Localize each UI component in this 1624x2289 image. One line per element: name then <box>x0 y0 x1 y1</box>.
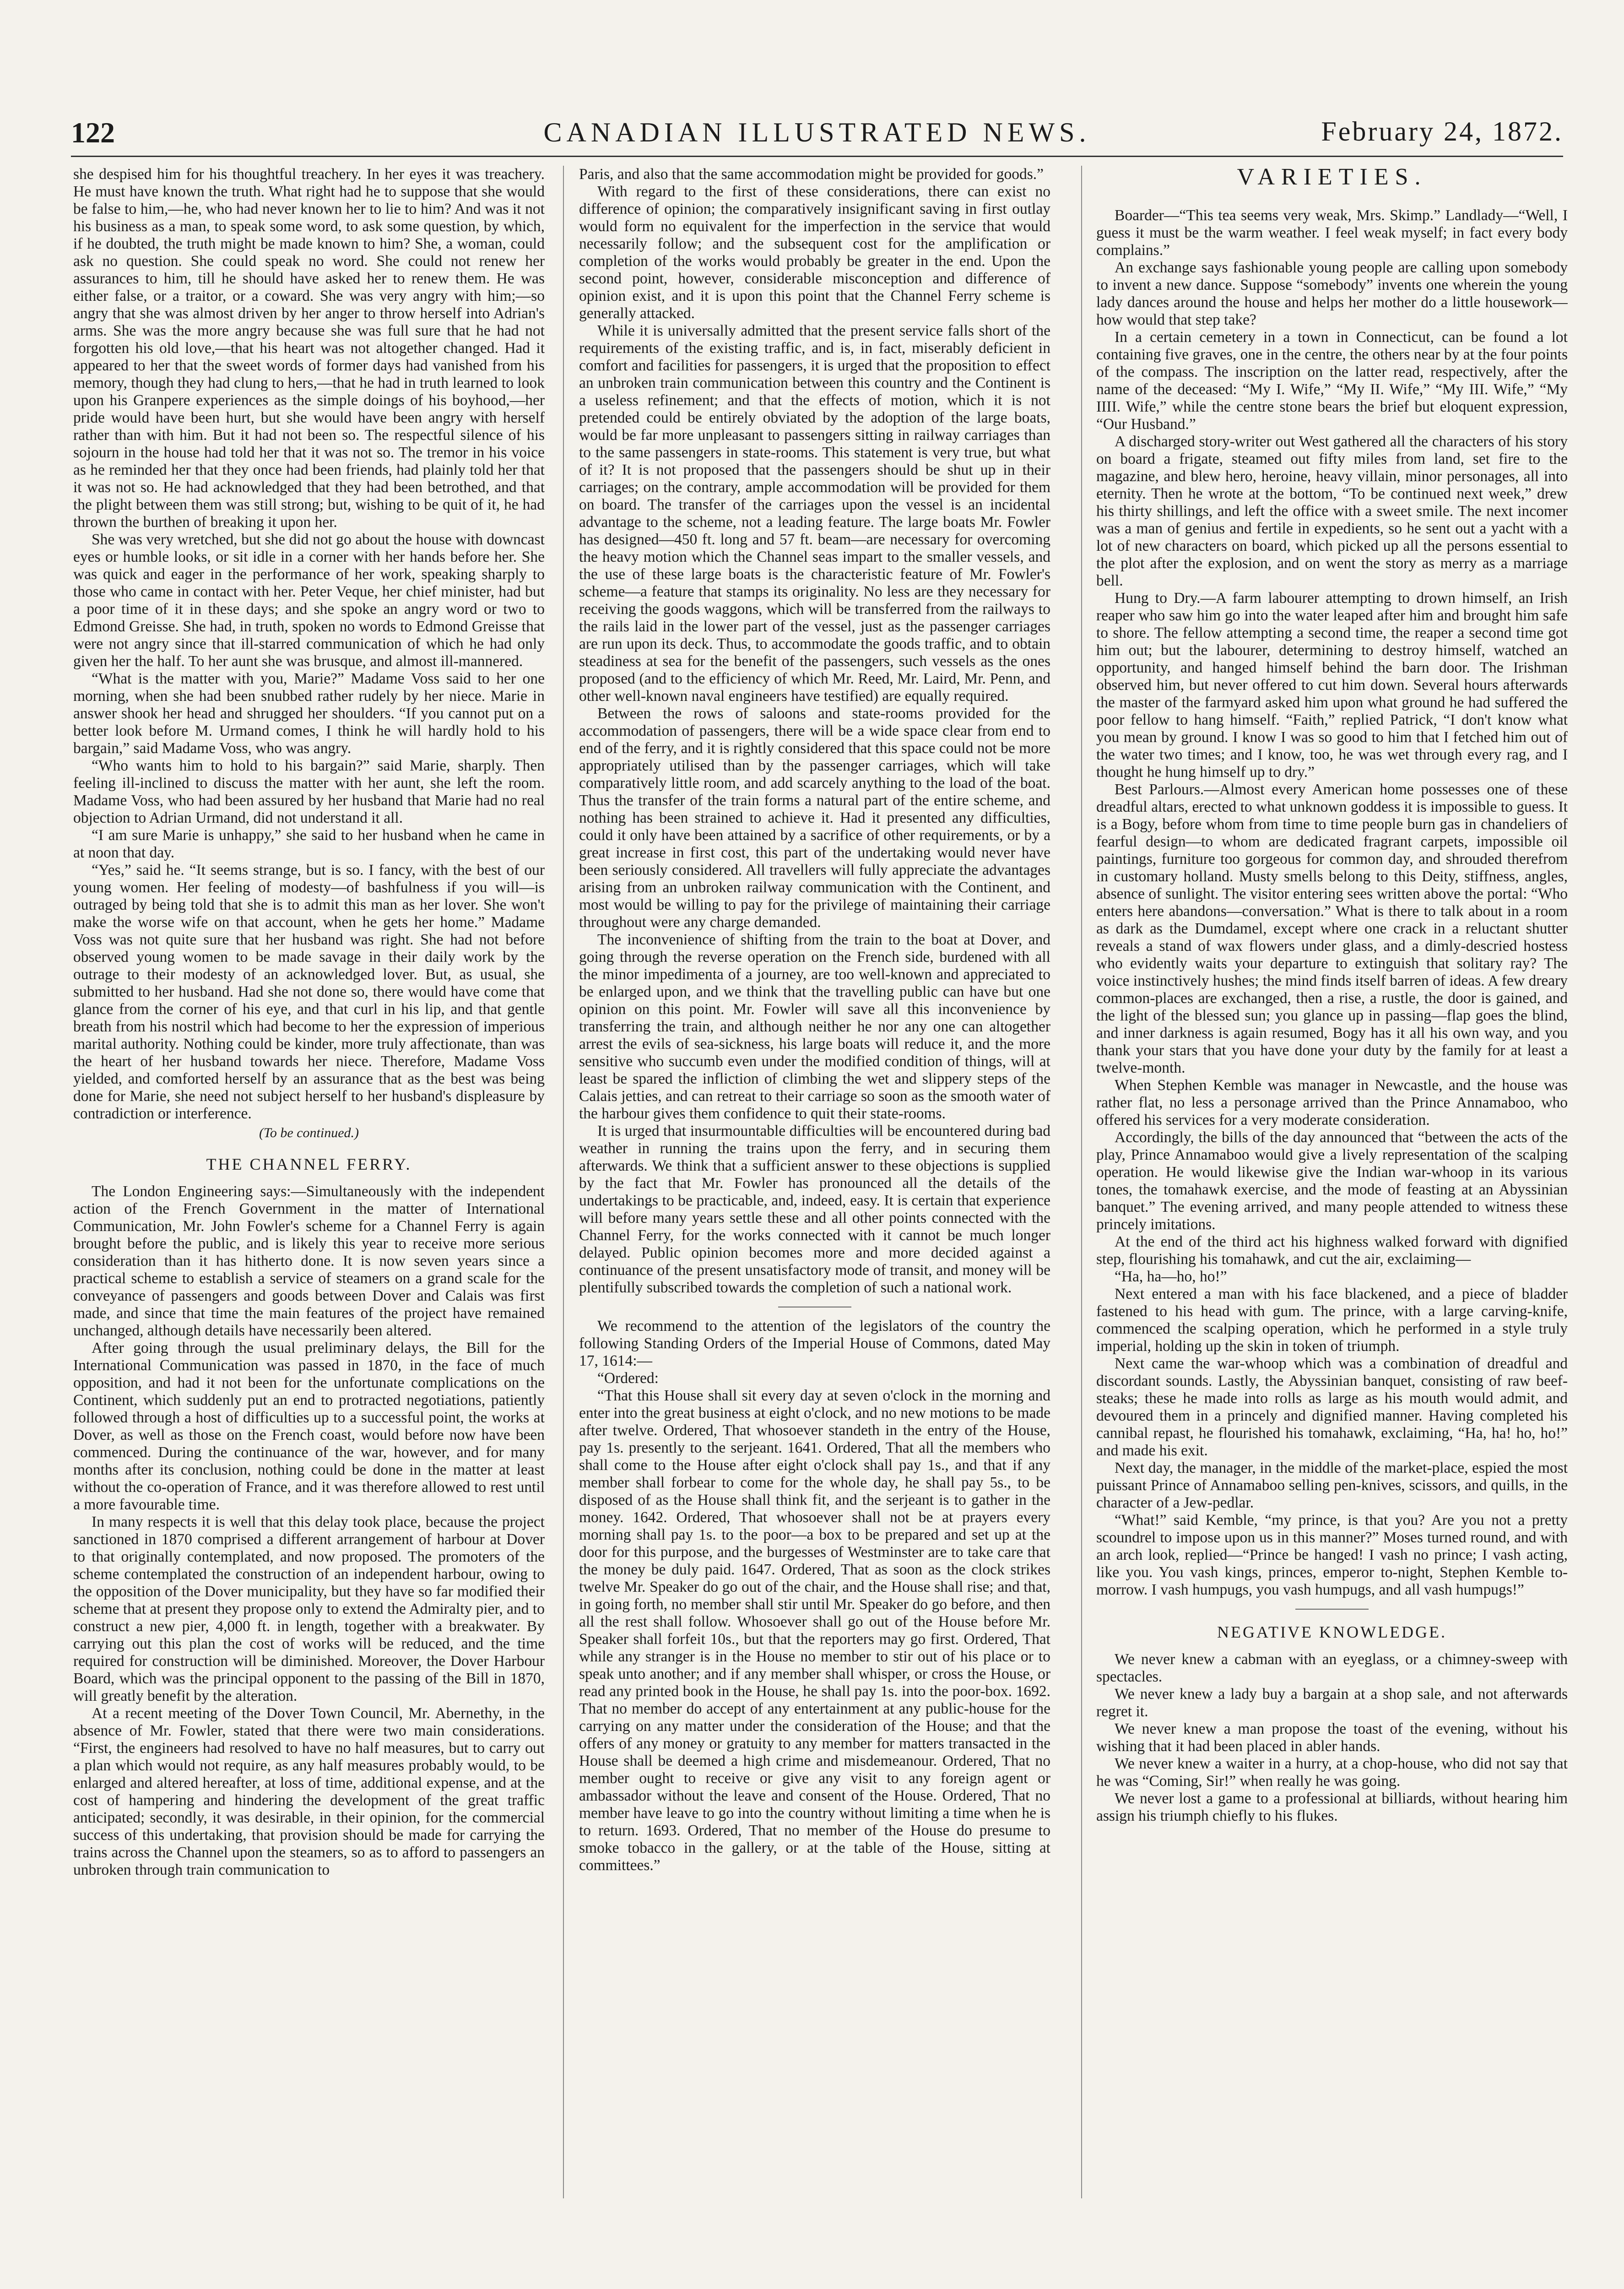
paragraph: We never knew a lady buy a bargain at a shop sale, and not afterwards regret it. <box>1096 1686 1568 1720</box>
paragraph: In a certain cemetery in a town in Connecticut, can be found a lot containing five graves, one in the centre, the others near by at the four points of the compass. The inscription on the latter read, respectively, after the name of the deceased: “My I. Wife,” “My II. Wife,” “My III. Wife,” “My IIII. Wife,” while the centre stone bears the brief but eloquent expression, “Our Husband.” <box>1096 329 1568 433</box>
paragraph: It is urged that insurmountable difficulties will be encountered during bad weather in running the trains upon the ferry, and in securing them afterwards. We think that a sufficient answer to these objections is supplied by the fact that Mr. Fowler has pronounced all the details of the undertakings to be practicable, and, indeed, easy. It is certain that experience will before many years settle these and all other points connected with the Channel Ferry, for the works connected with it cannot be much longer delayed. Public opinion becomes more and more decided against a continuance of the present unsatisfactory mode of transit, and money will be plentifully subscribed towards the completion of such a national work. <box>579 1123 1050 1296</box>
paragraph: We recommend to the attention of the legislators of the country the following Standing Orders of the Imperial House of Commons, dated May 17, 1614:— <box>579 1318 1050 1369</box>
paragraph: We never knew a man propose the toast of the evening, without his wishing that it had been placed in abler hands. <box>1096 1720 1568 1755</box>
paragraph: “That this House shall sit every day at seven o'clock in the morning and enter into the great business at eight o'clock, and no new motions to be made after twelve. Ordered, That whosoever standeth in the entry of the House, pay 1s. presently to the serjeant. 1641. Ordered, That all the members who shall come to the House after eight o'clock shall pay 1s., and that if any member shall forbear to come for the whole day, he shall pay 5s., to be disposed of as the House shall think fit, and the serjeant is to gather in the money. 1642. Ordered, That whosoever shall not be at prayers every morning shall pay 1s. to the poor—a box to be prepared and set up at the door for this purpose, and the burgesses of Westminster are to take care that the money be duly paid. 1647. Ordered, That as soon as the clock strikes twelve Mr. Speaker do go out of the chair, and the House shall rise; and that, in going forth, no member shall stir until Mr. Speaker do go before, and then all the rest shall follow. Whosoever shall go out of the House before Mr. Speaker shall forfeit 10s., but that the reporters may go first. Ordered, That while any stranger is in the House no member to stir out of his place or to speak unto another; and if any member shall whisper, or cross the House, or read any printed book in the House, he shall pay 1s. into the poor-box. 1692. That no member do accept of any entertainment at any public-house for the carrying on any matter under the consideration of the House; and that the offers of any money or gratuity to any member for matters transacted in the House shall be deemed a high crime and misdemeanour. Ordered, That no member ought to receive or give any visit to any foreign agent or ambassador without the leave and consent of the House. Ordered, That no member have leave to go into the country without limiting a time when he is to return. 1693. Ordered, That no member of the House do presume to smoke tobacco in the gallery, or at the table of the House, sitting at committees.” <box>579 1387 1050 1874</box>
column-divider <box>1081 166 1082 2198</box>
section-title-negative-knowledge: NEGATIVE KNOWLEDGE. <box>1217 1623 1447 1641</box>
paragraph: “Yes,” said he. “It seems strange, but is so. I fancy, with the best of our young women. Her feeling of modesty—of bashfulness if you will—is outraged by being told that she is to admit this man as her lover. She won't make the worse wife on that account, when he gets her home.” Madame Voss was not quite sure that her husband was right. She had not before observed young women to be made savage in their daily work by the outrage to their modesty of an acknowledged lover. But, as usual, she submitted to her husband. Had she not done so, there would have come that glance from the corner of his eye, and that curl in his lip, and that gentle breath from his nostril which had become to her the expression of imperious marital authority. Nothing could be kinder, more truly affectionate, than was the heart of her husband towards her niece. Therefore, Madame Voss yielded, and comforted herself by an assurance that as the best was being done for Marie, she need not subject herself to her husband's displeasure by contradiction or interference. <box>73 862 545 1122</box>
paragraph: In many respects it is well that this delay took place, because the project sanctioned in 1870 comprised a different arrangement of harbour at Dover to that originally contemplated, and now proposed. The promoters of the scheme contemplated the construction of an independent harbour, owing to the opposition of the Dover municipality, but they have so far modified their scheme that at present they propose only to extend the Admiralty pier, and to construct a new pier, 4,000 ft. in length, together with a breakwater. By carrying out this plan the cost of works will be reduced, and the time required for construction will be diminished. Moreover, the Dover Harbour Board, which was the principal opponent to the passing of the Bill in 1870, will greatly benefit by the alteration. <box>73 1513 545 1704</box>
paragraph: Between the rows of saloons and state-rooms provided for the accommodation of passengers, there will be a wide space clear from end to end of the ferry, and it is rightly considered that this space could not be more appropriately utilised than by the passenger carriages, which will take comparatively little room, and add scarcely anything to the load of the boat. Thus the transfer of the train forms a natural part of the entire scheme, and nothing has been strained to achieve it. Had it presented any difficulties, could it only have been attained by a sacrifice of other requirements, or by a great increase in first cost, this part of the undertaking would never have been seriously considered. All travellers will fully appreciate the advantages arising from an unbroken railway communication with the Continent, and most would be willing to pay for the privilege of maintaining their carriage throughout were any charge demanded. <box>579 705 1050 931</box>
paragraph: “I am sure Marie is unhappy,” she said to her husband when he came in at noon that day. <box>73 827 545 861</box>
paragraph: “What!” said Kemble, “my prince, is that you? Are you not a pretty scoundrel to impose upon us in this manner?” Moses turned round, and with an arch look, replied—“Prince be hanged! I vash no prince; I vash acting, like you. You vash kings, princes, emperor to-night, Stephen Kemble to-morrow. I vash humpugs, you vash humpugs, and all vash humpugs!” <box>1096 1512 1568 1598</box>
paragraph: We never lost a game to a professional at billiards, without hearing him assign his triumph chiefly to his flukes. <box>1096 1790 1568 1824</box>
paragraph: Next entered a man with his face blackened, and a piece of bladder fastened to his head with gum. The prince, with a large carving-knife, commenced the scalping operation, which he performed in a style truly imperial, holding up the skin in token of triumph. <box>1096 1286 1568 1355</box>
paragraph: We never knew a waiter in a hurry, at a chop-house, who did not say that he was “Coming, Sir!” when really he was going. <box>1096 1755 1568 1790</box>
paragraph: The London Engineering says:—Simultaneously with the independent action of the French Government in the matter of International Communication, Mr. John Fowler's scheme for a Channel Ferry is again brought before the public, and is likely this year to receive more serious consideration than it has hitherto done. It is now seven years since a practical scheme to establish a service of steamers on a grand scale for the conveyance of passengers and goods between Dover and Calais was first made, and since that time the main features of the project have remained unchanged, although details have necessarily been altered. <box>73 1183 545 1339</box>
paragraph: At the end of the third act his highness walked forward with dignified step, flourishing his tomahawk, and cut the air, exclaiming— <box>1096 1233 1568 1268</box>
paragraph: Hung to Dry.—A farm labourer attempting to drown himself, an Irish reaper who saw him go into the water leaped after him and brought him safe to shore. The fellow attempting a second time, the reaper a second time got him out; but the labourer, determining to destroy himself, watched an opportunity, and hanged himself behind the barn door. The Irishman observed him, but never offered to cut him down. Several hours afterwards the master of the farmyard asked him upon what ground he had suffered the poor fellow to hang himself. “Faith,” replied Patrick, “I don't know what you mean by ground. I know I was so good to him that I fetched him out of the water two times; and I know, too, he was wet through every rag, and I thought he hung himself up to dry.” <box>1096 590 1568 781</box>
paragraph: An exchange says fashionable young people are calling upon somebody to invent a new dance. Suppose “somebody” invents one wherein the young lady dances around the house and helps her mother do a little housework—how would that step take? <box>1096 259 1568 328</box>
paragraph: We never knew a cabman with an eyeglass, or a chimney-sweep with spectacles. <box>1096 1651 1568 1685</box>
paragraph: A discharged story-writer out West gathered all the characters of his story on board a frigate, steamed out fifty miles from land, set fire to the magazine, and blew hero, heroine, heavy villain, minor personages, all into eternity. Then he wrote at the bottom, “To be continued next week,” drew his thirty shillings, and left the office with a sweet smile. The next incomer was a man of genius and fertile in expedients, so he sent out a yacht with a lot of new characters on board, which picked up all the persons essential to the plot after the explosion, and on went the story as merry as a marriage bell. <box>1096 433 1568 589</box>
to-be-continued-note: (To be continued.) <box>259 1125 359 1140</box>
paragraph: She was very wretched, but she did not go about the house with downcast eyes or humble looks, or sit idle in a corner with her hands before her. She was quick and eager in the performance of her work, speaking sharply to those who came in contact with her. Peter Veque, her chief minister, had but a poor time of it in these days; and she spoke an angry word or two to Edmond Greisse. She had, in truth, spoken no words to Edmond Greisse that were not angry since that ill-starred communication of which he had only given her the half. To her aunt she was brusque, and almost ill-mannered. <box>73 531 545 670</box>
paragraph: When Stephen Kemble was manager in Newcastle, and the house was rather flat, no less a personage arrived than the Prince Annamaboo, who offered his services for a very moderate consideration. <box>1096 1077 1568 1128</box>
page-number: 122 <box>71 116 115 149</box>
paragraph: Best Parlours.—Almost every American home possesses one of these dreadful altars, erected to what unknown goddess it is impossible to guess. It is a Bogy, before whom from time to time people burn gas in chandeliers of fearful design—to whom are dedicated fragrant carpets, impossible oil paintings, furniture too gorgeous for common day, and shrouded therefrom in customary holland. Musty smells belong to this Deity, stiffness, angles, absence of sunlight. The visitor entering sees written above the portal: “Who enters here abandons—conversation.” What is there to talk about in a room as dark as the Dumdamel, except where one crack in a reluctant shutter reveals a stand of wax flowers under glass, and a dimly-descried hostess who evidently waits your departure to extinguish that solitary ray? The voice instinctively hushes; the mind finds itself barren of ideas. A few dreary common-places are exchanged, then a rise, a rustle, the door is gained, and the light of the blessed sun; you glance up in passing—flap goes the blind, and inner darkness is again resumed, Bogy has it all his own way, and you thank your stars that you have done your duty by the family for at least a twelve-month. <box>1096 781 1568 1076</box>
paragraph: Next day, the manager, in the middle of the market-place, espied the most puissant Prince of Annamaboo selling pen-knives, scissors, and quills, in the character of a Jew-pedlar. <box>1096 1459 1568 1511</box>
masthead: CANADIAN ILLUSTRATED NEWS. <box>543 117 1091 147</box>
paragraph: The inconvenience of shifting from the train to the boat at Dover, and going through the reverse operation on the French side, burdened with all the minor impedimenta of a journey, are too well-known and appreciated to be enlarged upon, and we think that the travelling public can have but one opinion on this point. Mr. Fowler will save all this inconvenience by transferring the train, and although neither he nor any one can altogether arrest the evils of sea-sickness, his large boats will reduce it, and the more sensitive who succumb even under the modified condition of things, will at least be spared the infliction of climbing the wet and slippery steps of the Calais jetties, and can retreat to their carriage so soon as the smooth water of the harbour gives them confidence to quit their state-rooms. <box>579 931 1050 1122</box>
page-header <box>71 103 1563 149</box>
paragraph: “Who wants him to hold to his bargain?” said Marie, sharply. Then feeling ill-inclined to discuss the matter with her aunt, she left the room. Madame Voss, who had been assured by her husband that Marie had no real objection to Adrian Urmand, did not understand it all. <box>73 757 545 826</box>
article-title-channel-ferry: THE CHANNEL FERRY. <box>206 1155 412 1173</box>
column-3 <box>1096 166 1568 2198</box>
paragraph: Accordingly, the bills of the day announced that “between the acts of the play, Prince Annamaboo would give a lively representation of the scalping operation. He would likewise give the Indian war-whoop in its various tones, the tomahawk exercise, and the mode of feasting at an Abyssinian banquet.” The evening arrived, and many people attended to witness these princely imitations. <box>1096 1129 1568 1233</box>
column-divider <box>563 166 564 2198</box>
paragraph: she despised him for his thoughtful treachery. In her eyes it was treachery. He must have known the truth. What right had he to suppose that she would be false to him,—he, who had never known her to lie to him? And was it not his business as a man, to speak some word, to ask some question, by which, if he doubted, the truth might be made known to him? She, a woman, could ask no question. She could speak no word. She could not renew her assurances to him, till he should have asked her to renew them. He was either false, or a traitor, or a coward. She was very angry with him;—so angry that she was almost driven by her anger to throw herself into Adrian's arms. She was the more angry because she was full sure that he had not forgotten his old love,—that his heart was not altogether changed. Had it appeared to her that the sweet words of former days had vanished from his memory, though they had clung to hers,—that he had in truth learned to look upon his Granpere experiences as the simple doings of his boyhood,—her pride would have been hurt, but she would have been angry with herself rather than with him. But it had not been so. The respectful silence of his sojourn in the house had told her that it was not so. The tremor in his voice as he reminded her that they once had been friends, had plainly told her that it was not so. He had acknowledged that they had been betrothed, and that the plight between them was still strong; but, wishing to be quit of it, he had thrown the burthen of breaking it upon her. <box>73 166 545 531</box>
section-divider <box>1295 1609 1369 1610</box>
paragraph: “Ha, ha—ho, ho!” <box>1115 1268 1227 1285</box>
paragraph: After going through the usual preliminary delays, the Bill for the International Communication was passed in 1870, in the face of much opposition, and had it not been for the unfortunate complications on the Continent, which suddenly put an end to protracted negotiations, patiently followed through a host of difficulties up to a successful point, the works at Dover, as well as those on the French coast, would before now have been commenced. During the continuance of the war, however, and for many months after its conclusion, nothing could be done in the matter at least without the co-operation of France, and it was therefore allowed to rest until a more favourable time. <box>73 1340 545 1513</box>
paragraph: “Ordered: <box>597 1370 659 1387</box>
column-1 <box>73 166 545 2198</box>
paragraph: While it is universally admitted that the present service falls short of the requirements of the existing traffic, and is, in fact, miserably deficient in comfort and facilities for passengers, it is urged that the proposition to effect an unbroken train communication between this country and the Continent is a useless refinement; and that the effects of motion, which it is not pretended could be entirely obviated by the adoption of the large boats, would be far more unpleasant to passengers sitting in railway carriages than to the same passengers in state-rooms. This statement is very true, but what of it? It is not proposed that the passengers should be shut up in their carriages; on the contrary, ample accommodation will be provided for them on board. The transfer of the carriages upon the vessel is an incidental advantage to the scheme, not a leading feature. The large boats Mr. Fowler has designed—450 ft. long and 57 ft. beam—are necessary for overcoming the heavy motion which the Channel seas impart to the smaller vessels, and the use of these large boats is the characteristic feature of Mr. Fowler's scheme—a feature that stamps its originality. No less are they necessary for receiving the goods waggons, which will be transferred from the railways to the rails laid in the lower part of the vessel, just as the passenger carriages are run upon its deck. Thus, to accommodate the goods traffic, and to obtain steadiness at sea for the benefit of the passengers, such vessels as the ones proposed (and to the efficiency of which Mr. Reed, Mr. Laird, Mr. Penn, and other well-known naval engineers have testified) are equally required. <box>579 322 1050 705</box>
issue-date: February 24, 1872. <box>1321 116 1563 146</box>
section-title-varieties: VARIETIES. <box>1237 166 1427 190</box>
paragraph: With regard to the first of these considerations, there can exist no difference of opinion; the comparatively insignificant saving in first outlay would form no equivalent for the imperfection in the service that would necessarily follow; and the subsequent cost for the amplification or completion of the works would probably be greater in the end. Upon the second point, however, considerable misconception and difference of opinion exist, and it is upon this point that the Channel Ferry scheme is generally attacked. <box>579 183 1050 322</box>
paragraph: “What is the matter with you, Marie?” Madame Voss said to her one morning, when she had been snubbed rather rudely by her niece. Marie in answer shook her head and shrugged her shoulders. “If you cannot put on a better look before M. Urmand comes, I think he will hardly hold to his bargain,” said Madame Voss, who was angry. <box>73 670 545 757</box>
paragraph: At a recent meeting of the Dover Town Council, Mr. Abernethy, in the absence of Mr. Fowler, stated that there were two main considerations. “First, the engineers had resolved to have no half measures, but to carry out a plan which would not require, as any half measures probably would, to be enlarged and altered hereafter, at loss of time, additional expense, and at the cost of hampering and hindering the development of the great traffic anticipated; secondly, it was desirable, in their opinion, for the commercial success of this undertaking, that provision should be made for carrying the trains across the Channel upon the steamers, so as to afford to passengers an unbroken through train communication to <box>73 1705 545 1878</box>
column-2 <box>579 166 1050 2198</box>
paragraph: Paris, and also that the same accommodation might be provided for goods.” <box>579 166 1044 183</box>
header-rule <box>71 156 1563 157</box>
paragraph: Next came the war-whoop which was a combination of dreadful and discordant sounds. Lastly, the Abyssinian banquet, consisting of raw beef-steaks; these he made into rolls as large as his mouth would admit, and devoured them in a princely and dignified manner. Having completed his cannibal repast, he flourished his tomahawk, exclaiming, “Ha, ha! ho, ho!” and made his exit. <box>1096 1355 1568 1459</box>
paragraph: Boarder—“This tea seems very weak, Mrs. Skimp.” Landlady—“Well, I guess it must be the warm weather. I feel weak myself; in fact every body complains.” <box>1096 207 1568 259</box>
